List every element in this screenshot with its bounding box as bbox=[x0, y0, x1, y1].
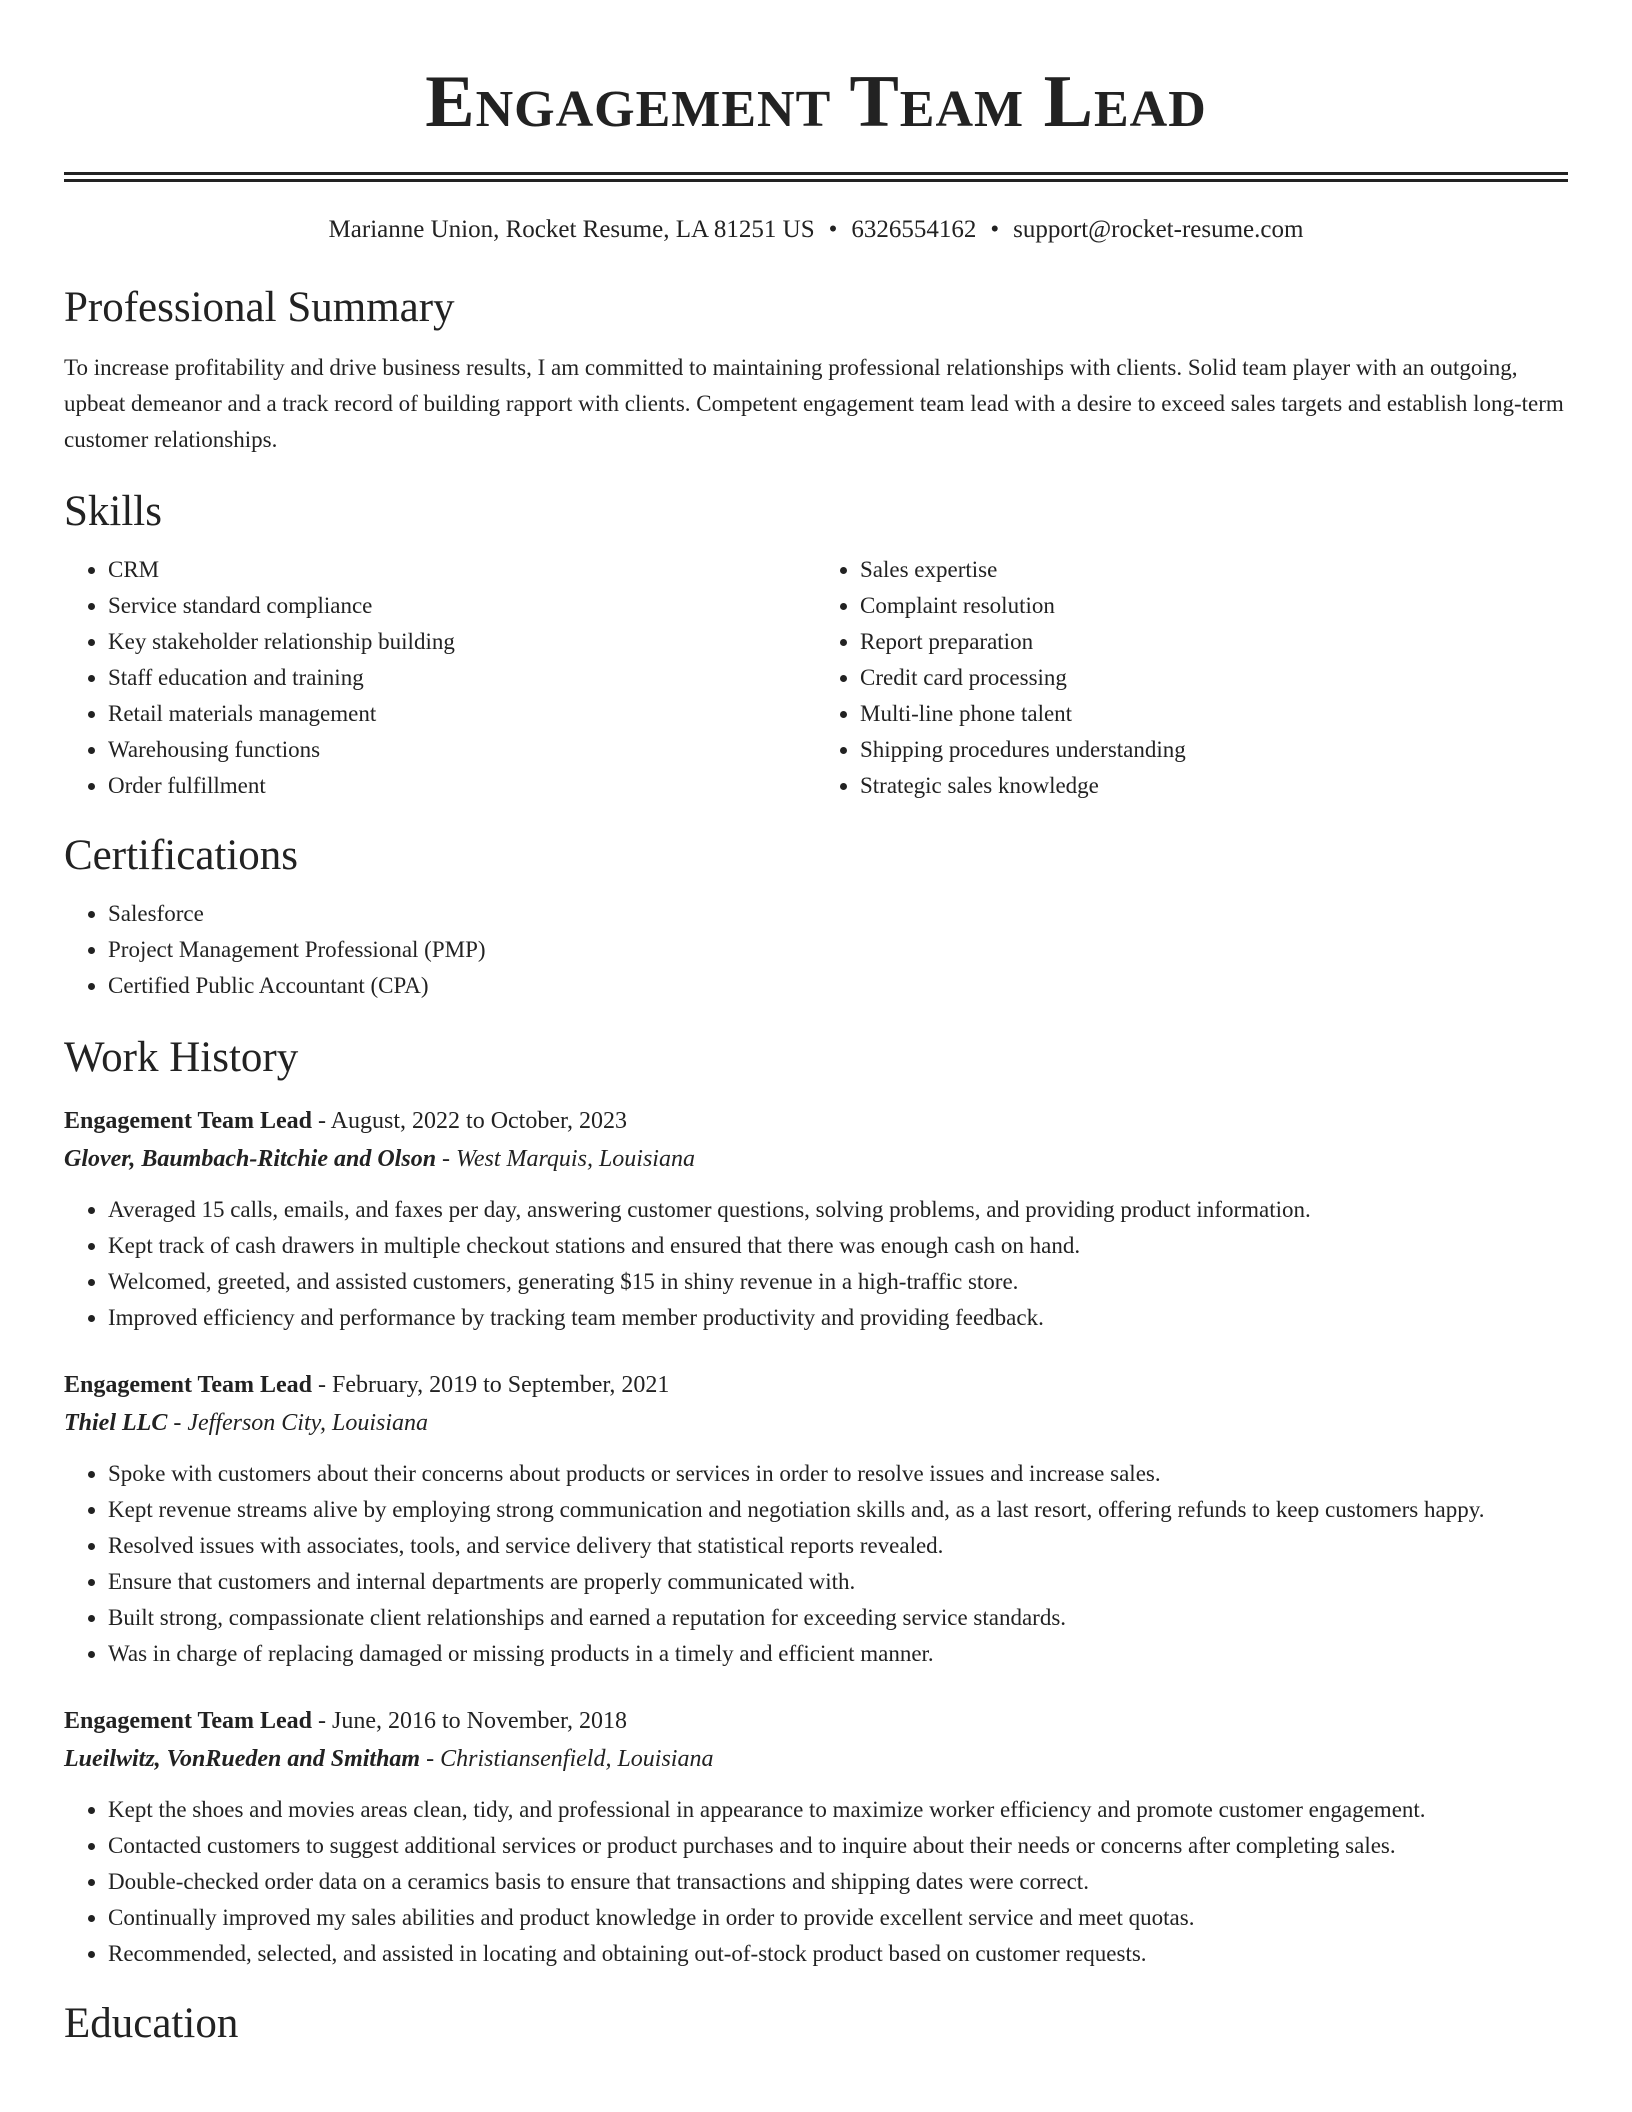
contact-line bbox=[64, 214, 1568, 246]
skill-item: • Staff education and training bbox=[108, 660, 816, 696]
job-bullets bbox=[64, 1456, 1568, 1672]
job-entry bbox=[64, 1702, 1568, 1972]
job-dates: - February, 2019 to September, 2021 bbox=[312, 1372, 670, 1398]
job-location: - West Marquis, Louisiana bbox=[436, 1146, 695, 1172]
job-bullet: • Built strong, compassionate client relationships and earned a reputation for exceeding service standards. bbox=[108, 1600, 1568, 1636]
skills-columns bbox=[64, 552, 1568, 804]
skills-list-left bbox=[64, 552, 816, 804]
skill-item: • Shipping procedures understanding bbox=[860, 732, 1568, 768]
job-title-line bbox=[64, 1366, 1568, 1404]
skill-item: • Complaint resolution bbox=[860, 588, 1568, 624]
job-bullets bbox=[64, 1792, 1568, 1972]
job-bullet: • Contacted customers to suggest additional services or product purchases and to inquire about their needs or concerns after completing sales. bbox=[108, 1828, 1568, 1864]
job-entry bbox=[64, 1102, 1568, 1336]
skill-item: • Sales expertise bbox=[860, 552, 1568, 588]
skill-item: • Credit card processing bbox=[860, 660, 1568, 696]
skill-item: • Retail materials management bbox=[108, 696, 816, 732]
skills-list-right bbox=[816, 552, 1568, 804]
skill-item: • Strategic sales knowledge bbox=[860, 768, 1568, 804]
skill-item: • Warehousing functions bbox=[108, 732, 816, 768]
job-title-line bbox=[64, 1702, 1568, 1740]
certifications-list bbox=[64, 896, 1568, 1004]
contact-phone: 6326554162 bbox=[851, 216, 977, 243]
certification-item: • Project Management Professional (PMP) bbox=[108, 932, 1568, 968]
job-title-line bbox=[64, 1102, 1568, 1140]
job-dates: - June, 2016 to November, 2018 bbox=[312, 1708, 628, 1734]
job-bullet: • Continually improved my sales abilities and product knowledge in order to provide excellent service and meet quotas. bbox=[108, 1900, 1568, 1936]
job-title: Engagement Team Lead bbox=[64, 1708, 313, 1734]
job-company: Glover, Baumbach-Ritchie and Olson bbox=[64, 1146, 437, 1172]
summary-heading: Professional Summary bbox=[64, 284, 455, 331]
skill-item: • Multi-line phone talent bbox=[860, 696, 1568, 732]
job-bullet: • Ensure that customers and internal departments are properly communicated with. bbox=[108, 1564, 1568, 1600]
job-bullet: • Welcomed, greeted, and assisted customers, generating $15 in shiny revenue in a high-traffic store. bbox=[108, 1264, 1568, 1300]
job-company-line bbox=[64, 1404, 1568, 1442]
job-title: Engagement Team Lead bbox=[64, 1372, 313, 1398]
job-bullet: • Spoke with customers about their concerns about products or services in order to resolve issues and increase sales. bbox=[108, 1456, 1568, 1492]
job-entry bbox=[64, 1366, 1568, 1672]
page-title: Engagement Team Lead bbox=[425, 61, 1207, 143]
job-bullets bbox=[64, 1192, 1568, 1336]
skill-item: • CRM bbox=[108, 552, 816, 588]
skill-item: • Key stakeholder relationship building bbox=[108, 624, 816, 660]
work-history-heading: Work History bbox=[64, 1034, 299, 1081]
job-bullet: • Was in charge of replacing damaged or missing products in a timely and efficient manner. bbox=[108, 1636, 1568, 1672]
job-company-line bbox=[64, 1740, 1568, 1778]
skill-item: • Service standard compliance bbox=[108, 588, 816, 624]
job-bullet: • Kept the shoes and movies areas clean, tidy, and professional in appearance to maximize worker efficiency and promote customer engagement. bbox=[108, 1792, 1568, 1828]
contact-address: Marianne Union, Rocket Resume, LA 81251 US bbox=[328, 216, 815, 243]
certification-item: • Certified Public Accountant (CPA) bbox=[108, 968, 1568, 1004]
certification-item: • Salesforce bbox=[108, 896, 1568, 932]
title-divider bbox=[64, 172, 1568, 182]
skill-item: • Report preparation bbox=[860, 624, 1568, 660]
resume-page bbox=[64, 0, 1568, 2050]
job-bullet: • Averaged 15 calls, emails, and faxes per day, answering customer questions, solving problems, and providing product information. bbox=[108, 1192, 1568, 1228]
job-bullet: • Improved efficiency and performance by tracking team member productivity and providing feedback. bbox=[108, 1300, 1568, 1336]
job-title: Engagement Team Lead bbox=[64, 1108, 313, 1134]
skill-item: • Order fulfillment bbox=[108, 768, 816, 804]
job-bullet: • Kept revenue streams alive by employing strong communication and negotiation skills and, as a last resort, offering refunds to keep customers happy. bbox=[108, 1492, 1568, 1528]
job-company: Thiel LLC bbox=[64, 1410, 168, 1436]
job-bullet: • Kept track of cash drawers in multiple checkout stations and ensured that there was enough cash on hand. bbox=[108, 1228, 1568, 1264]
job-bullet: • Double-checked order data on a ceramics basis to ensure that transactions and shipping dates were correct. bbox=[108, 1864, 1568, 1900]
contact-separator: • bbox=[828, 216, 838, 243]
job-dates: - August, 2022 to October, 2023 bbox=[312, 1108, 628, 1134]
job-bullet: • Resolved issues with associates, tools, and service delivery that statistical reports revealed. bbox=[108, 1528, 1568, 1564]
summary-text: To increase profitability and drive business results, I am committed to maintaining professional relationships with clients. Solid team player with an outgoing, upbeat demeanor and a track record of building rapport with clients. Competent engagement team lead with a desire to exceed sales targets and establish long-term customer relationships. bbox=[64, 355, 1564, 452]
job-company-line bbox=[64, 1140, 1568, 1178]
job-company: Lueilwitz, VonRueden and Smitham bbox=[64, 1746, 421, 1772]
contact-separator: • bbox=[990, 216, 1000, 243]
job-bullet: • Recommended, selected, and assisted in locating and obtaining out-of-stock product based on customer requests. bbox=[108, 1936, 1568, 1972]
certifications-heading: Certifications bbox=[64, 832, 299, 879]
job-location: - Christiansenfield, Louisiana bbox=[420, 1746, 714, 1772]
education-heading: Education bbox=[64, 2000, 239, 2047]
skills-heading: Skills bbox=[64, 488, 162, 535]
job-location: - Jefferson City, Louisiana bbox=[167, 1410, 428, 1436]
contact-email: support@rocket-resume.com bbox=[1013, 216, 1304, 243]
